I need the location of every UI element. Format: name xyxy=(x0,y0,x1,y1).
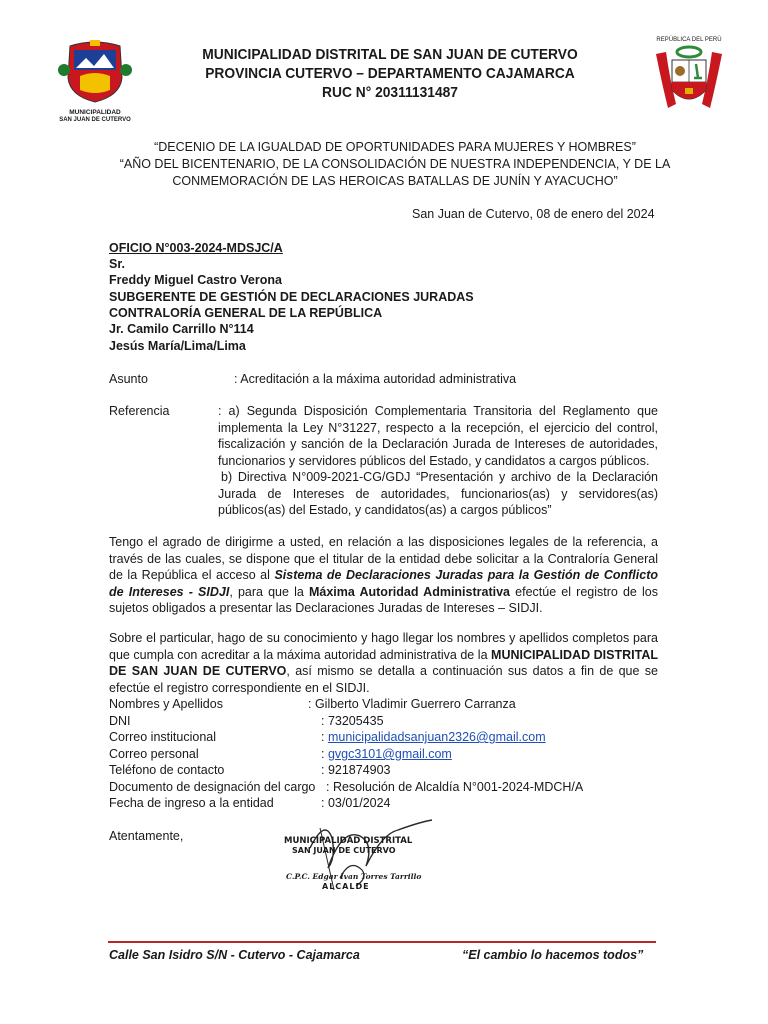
municipality-name-bold: MUNICIPALIDAD DISTRITAL DE SAN JUAN DE CUTERVO xyxy=(109,647,658,679)
stamp-line-2: SAN JUAN DE CUTERVO xyxy=(292,846,396,855)
detail-label-dni: DNI xyxy=(109,714,131,728)
sidji-system-name: Sistema de Declaraciones Juradas para la Gestión de Conflicto de Intereses - SIDJI xyxy=(109,568,659,599)
detail-label-name: Nombres y Apellidos xyxy=(109,697,223,711)
detail-label-phone: Teléfono de contacto xyxy=(109,763,225,777)
paragraph-2-text-1: Sobre el particular, hago de su conocimiento y hago llegar los nombres y apellidos completos para que cumpla con acreditar a la máxima autoridad administrativa de la xyxy=(109,631,658,662)
paragraph-1 xyxy=(109,534,658,617)
detail-label-inst-email: Correo institucional xyxy=(109,730,216,744)
stamp-line-4: ALCALDE xyxy=(322,882,370,891)
referencia-b: b) Directiva N°009-2021-CG/GDJ “Presentación y archivo de la Declaración Jurada de Intereses de autoridades, funcionarios(as) y servidores(as) públicos(as) del Estado, y candidatos(as) a cargos públicos” xyxy=(218,470,658,518)
recipient-address-1: Jr. Camilo Carrillo N°114 xyxy=(109,322,254,336)
referencia-label: Referencia xyxy=(109,404,170,418)
detail-value-start-date: : 03/01/2024 xyxy=(321,796,391,810)
salutation: Sr. xyxy=(109,257,125,271)
detail-value-dni: : 73205435 xyxy=(321,714,384,728)
paragraph-2 xyxy=(109,630,658,696)
paragraph-2-text-2: , así mismo se detalla a continuación sus datos a fin de que se efectúe el registro correspondiente en el SIDJI. xyxy=(109,664,658,695)
detail-label-personal-email: Correo personal xyxy=(109,747,199,761)
stamp-line-3: C.P.C. Edgar Ivan Torres Tarrillo xyxy=(286,872,422,881)
motto-1: “DECENIO DE LA IGUALDAD DE OPORTUNIDADES PARA MUJERES Y HOMBRES” xyxy=(154,140,636,154)
asunto-label: Asunto xyxy=(109,372,148,386)
asunto-value: : Acreditación a la máxima autoridad administrativa xyxy=(234,372,517,386)
detail-value-phone: : 921874903 xyxy=(321,763,391,777)
paragraph-1-text-3: efectúe el registro de los sujetos obligados a presentar las Declaraciones Juradas de Intereses – SIDJI. xyxy=(109,584,658,616)
detail-label-start-date: Fecha de ingreso a la entidad xyxy=(109,796,274,810)
logo-caption-1: MUNICIPALIDAD xyxy=(69,109,121,116)
municipal-shield-icon xyxy=(50,40,140,104)
paragraph-1-text-2: , para que la xyxy=(229,584,309,599)
date-line: San Juan de Cutervo, 08 de enero del 2024 xyxy=(412,207,655,221)
personal-email-link[interactable]: gvgc3101@gmail.com xyxy=(327,747,452,761)
referencia-a: : a) Segunda Disposición Complementaria Transitoria del Reglamento que implementa la Ley N°31227, respecto a la recepción, el ejercicio del control, fiscalización y sanción de la Declaración Jurada de Intereses de autoridades, funcionarios y servidores públicos del Estado, y candidatos a cargos públicos. xyxy=(218,404,658,468)
recipient-entity: CONTRALORÍA GENERAL DE LA REPÚBLICA xyxy=(109,306,383,320)
footer-slogan: “El cambio lo hacemos todos” xyxy=(462,948,644,962)
header-line-1: MUNICIPALIDAD DISTRITAL DE SAN JUAN DE CUTERVO xyxy=(202,46,578,63)
detail-inst-email-row xyxy=(321,729,546,746)
peru-shield-icon xyxy=(652,44,726,116)
detail-value-document: : Resolución de Alcaldía N°001-2024-MDCH/A xyxy=(326,780,584,794)
institutional-email-link[interactable]: municipalidadsanjuan2326@gmail.com xyxy=(327,730,546,744)
signature-stamp xyxy=(270,808,440,898)
motto-3: CONMEMORACIÓN DE LAS HEROICAS BATALLAS DE JUNÍN Y AYACUCHO” xyxy=(172,174,618,188)
recipient-position: SUBGERENTE DE GESTIÓN DE DECLARACIONES JURADAS xyxy=(109,290,474,304)
detail-colon: : xyxy=(321,747,325,761)
oficio-number: OFICIO N°003-2024-MDSJC/A xyxy=(109,241,283,255)
header-line-3: RUC N° 20311131487 xyxy=(322,84,458,101)
municipal-logo xyxy=(50,40,140,123)
recipient-name: Freddy Miguel Castro Verona xyxy=(109,273,282,287)
peru-logo-text: REPÚBLICA DEL PERÚ xyxy=(656,37,722,43)
paragraph-1-text-1: Tengo el agrado de dirigirme a usted, en relación a las disposiciones legales de la referencia, a través de las cuales, se dispone que el titular de la entidad debe solicitar a la Contraloría General de la República el acceso al xyxy=(109,535,658,583)
footer-rule xyxy=(108,941,656,943)
detail-colon: : xyxy=(321,730,325,744)
footer-address: Calle San Isidro S/N - Cutervo - Cajamarca xyxy=(109,948,360,962)
maxima-autoridad: Máxima Autoridad Administrativa xyxy=(308,584,511,599)
header-line-2: PROVINCIA CUTERVO – DEPARTAMENTO CAJAMARCA xyxy=(205,65,575,82)
logo-caption-2: SAN JUAN DE CUTERVO xyxy=(59,117,131,123)
closing: Atentamente, xyxy=(109,829,184,843)
stamp-line-1: MUNICIPALIDAD DISTRITAL xyxy=(284,836,413,846)
detail-value-name: : Gilberto Vladimir Guerrero Carranza xyxy=(308,697,516,711)
peru-coat-of-arms xyxy=(652,36,726,118)
detail-label-document: Documento de designación del cargo xyxy=(109,780,316,794)
recipient-address-2: Jesús María/Lima/Lima xyxy=(109,339,246,353)
motto-2: “AÑO DEL BICENTENARIO, DE LA CONSOLIDACIÓN DE NUESTRA INDEPENDENCIA, Y DE LA xyxy=(119,157,671,171)
detail-personal-email-row xyxy=(321,746,452,763)
